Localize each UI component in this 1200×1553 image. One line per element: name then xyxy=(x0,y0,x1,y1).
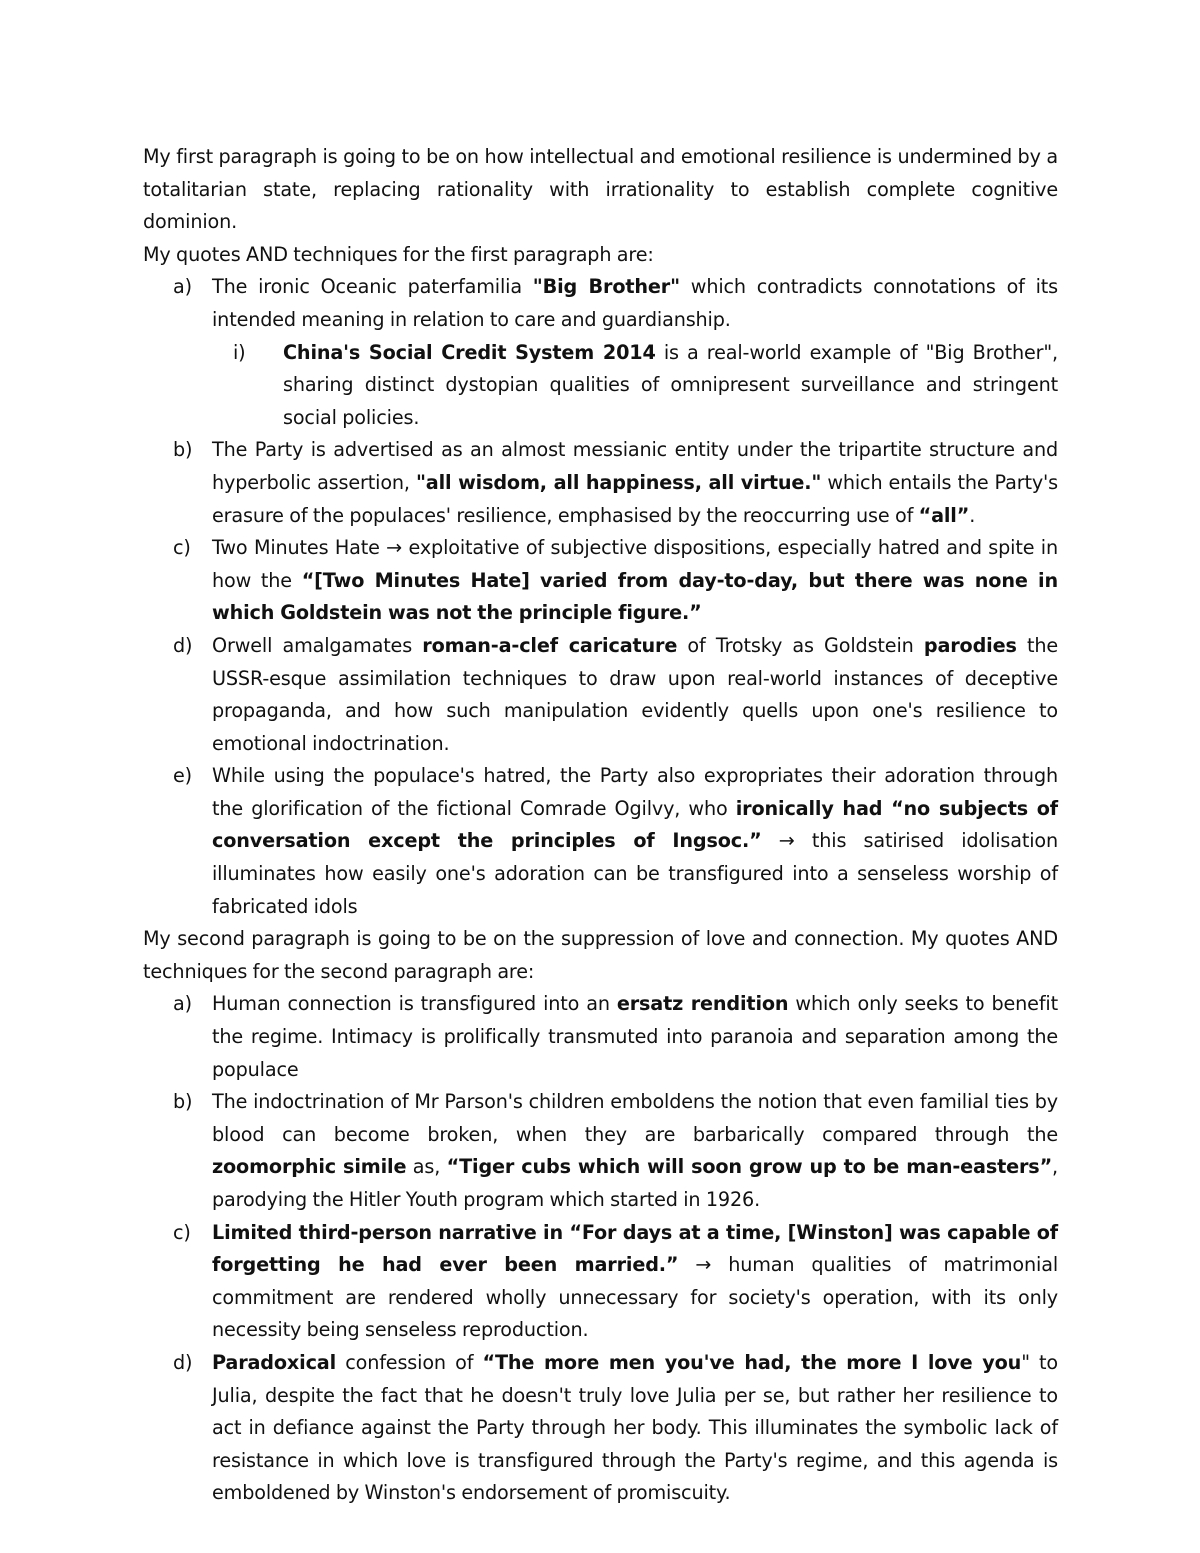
list-marker: c) xyxy=(173,536,191,560)
item-text: confession of xyxy=(336,1350,483,1374)
item-bold-text: ironically had “no subjects of conversation except the principles of Ingsoc.” xyxy=(212,796,1058,853)
list-marker: b) xyxy=(173,438,193,462)
item-bold-text: ersatz rendition xyxy=(616,992,789,1016)
item-text: " to Julia, despite the fact that he doesn't truly love Julia per se, but rather her resilience to act in defiance against the Party through her body. This illuminates the symbolic lack of resistance in which love is transfigured through the Party's regime, and this agenda is emboldened by Winston's endorsement of promiscuity. xyxy=(212,1350,1058,1505)
item-text: , parodying the Hitler Youth program which started in 1926. xyxy=(212,1155,1058,1211)
item-text: Two Minutes Hate → exploitative of subjective dispositions, especially hatred and spite in how the xyxy=(212,536,1058,592)
item-bold-text: parodies xyxy=(923,633,1017,657)
document-body xyxy=(143,141,1058,1510)
list-item-2b xyxy=(143,1086,1058,1216)
item-text: . xyxy=(969,503,976,527)
list-marker: e) xyxy=(173,764,192,788)
list-item-2d xyxy=(143,1347,1058,1510)
item-text: → this satirised idolisation illuminates how easily one's adoration can be transfigured into a senseless worship of fabricated idols xyxy=(212,829,1058,918)
list-subitem-1a-i xyxy=(143,337,1058,435)
item-text: as, xyxy=(406,1155,447,1179)
item-text: The indoctrination of Mr Parson's children emboldens the notion that even familial ties by blood can become broken, when they are barbarically compared through the xyxy=(212,1090,1058,1146)
item-bold-text: Limited third-person narrative in “For days at a time, [Winston] was capable of forgetting he had ever been married.” xyxy=(212,1220,1058,1277)
item-text: is a real-world example of "Big Brother", sharing distinct dystopian qualities of omnipresent surveillance and stringent social policies. xyxy=(283,340,1058,429)
item-bold-text: “Tiger cubs which will soon grow up to be man-easters” xyxy=(446,1155,1053,1179)
paragraph-1-quotes-line: My quotes AND techniques for the first paragraph are: xyxy=(143,242,654,266)
item-bold-text: zoomorphic simile xyxy=(212,1155,407,1179)
item-bold-text: “The more men you've had, the more I love you xyxy=(482,1350,1022,1374)
item-text: which only seeks to benefit the regime. Intimacy is prolifically transmuted into paranoia and separation among the populace xyxy=(212,992,1058,1081)
paragraph-1-intro: My first paragraph is going to be on how intellectual and emotional resilience is undermined by a totalitarian state, replacing rationality with irrationality to establish complete cognitive dominion. xyxy=(143,145,1058,234)
list-marker: a) xyxy=(173,275,192,299)
list-marker: b) xyxy=(173,1090,193,1114)
item-text: which entails the Party's erasure of the populaces' resilience, emphasised by the reoccurring use of xyxy=(212,470,1058,527)
list-marker: d) xyxy=(173,1350,193,1374)
list-item-1e xyxy=(143,760,1058,923)
list-item-1a xyxy=(143,271,1058,336)
item-text: The Party is advertised as an almost messianic entity under the tripartite structure and hyperbolic assertion, xyxy=(212,438,1058,494)
item-bold-text: Paradoxical xyxy=(212,1350,337,1374)
item-text: Human connection is transfigured into an xyxy=(212,992,617,1016)
item-bold-text: “[Two Minutes Hate] varied from day-to-day, but there was none in which Goldstein was not the principle figure.” xyxy=(212,568,1058,625)
list-marker: c) xyxy=(173,1220,191,1244)
list-item-2a xyxy=(143,988,1058,1086)
item-bold-text: roman-a-clef caricature xyxy=(422,633,678,657)
item-text: which contradicts connotations of its intended meaning in relation to care and guardianship. xyxy=(212,275,1058,331)
list-item-1d xyxy=(143,630,1058,760)
list-item-1b xyxy=(143,434,1058,532)
list-item-1c xyxy=(143,532,1058,630)
item-text: While using the populace's hatred, the Party also expropriates their adoration through the glorification of the fictional Comrade Ogilvy, who xyxy=(212,764,1058,820)
item-bold-text: "Big Brother" xyxy=(532,275,680,299)
paragraph-2-intro: My second paragraph is going to be on the suppression of love and connection. My quotes AND techniques for the second paragraph are: xyxy=(143,927,1058,983)
list-marker: i) xyxy=(233,340,246,364)
item-bold-text: China's Social Credit System 2014 xyxy=(283,340,656,364)
item-bold-text: “all” xyxy=(918,503,970,527)
item-text: the USSR-esque assimilation techniques to draw upon real-world instances of deceptive propaganda, and how such manipulation evidently quells upon one's resilience to emotional indoctrination. xyxy=(212,633,1058,755)
item-text: Orwell amalgamates xyxy=(212,633,423,657)
list-item-2c xyxy=(143,1217,1058,1347)
list-marker: d) xyxy=(173,633,193,657)
item-bold-text: "all wisdom, all happiness, all virtue." xyxy=(415,470,822,494)
item-text: The ironic Oceanic paterfamilia xyxy=(212,275,533,299)
item-text: of Trotsky as Goldstein xyxy=(677,633,924,657)
item-text: → human qualities of matrimonial commitment are rendered wholly unnecessary for society's operation, with its only necessity being senseless reproduction. xyxy=(212,1253,1059,1342)
list-marker: a) xyxy=(173,992,192,1016)
